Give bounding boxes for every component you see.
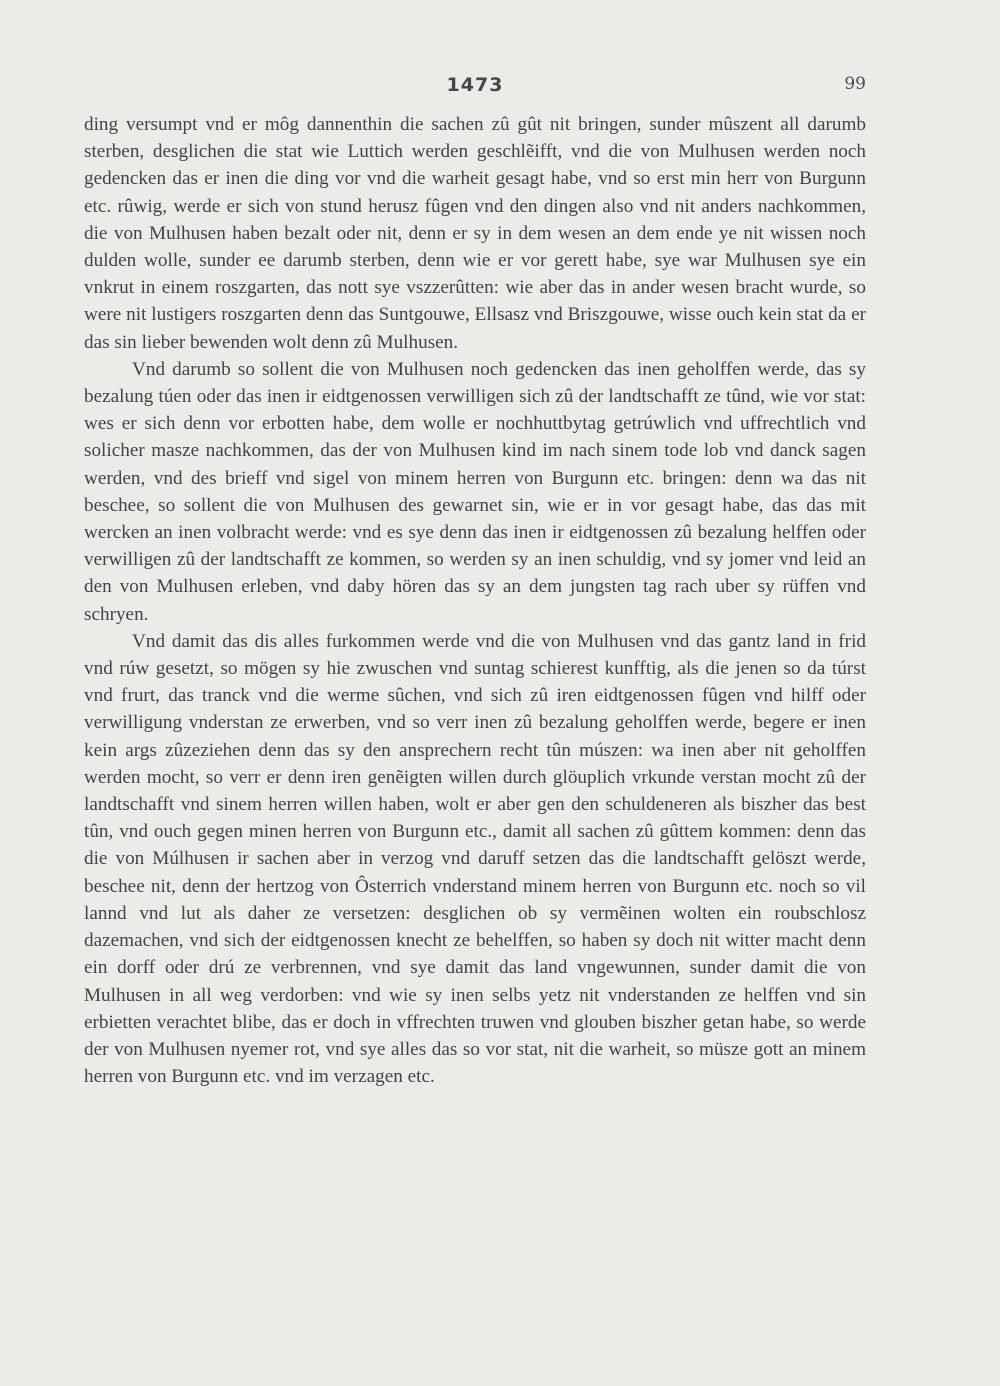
page-number: 99 — [844, 74, 866, 94]
paragraph: ding versumpt vnd er môg dannenthin die sachen zû gût nit bringen, sunder mûszent all darumb sterben, desglichen die stat wie Luttich werden geschlẽifft, vnd die von Mulhusen werden noch gedencken das er inen die ding vor vnd die warheit gesagt habe, vnd so erst min herr von Burgunn etc. rûwig, werde er sich von stund herusz fûgen vnd den dingen also vnd nit anders nachkommen, die von Mulhusen haben bezalt oder nit, denn er sy in dem wesen an dem ende ye nit wissen noch dulden wolle, sunder ee darumb sterben, denn wie er vor gerett habe, sye war Mulhusen sye ein vnkrut in einem roszgarten, das nott sye vszzerûtten: wie aber das in ander wesen bracht wurde, so were nit lustigers roszgarten denn das Suntgouwe, Ellsasz vnd Briszgouwe, wisse ouch kein stat da er das sin lieber bewenden wolt denn zû Mulhusen. — [84, 114, 866, 353]
page-year-heading: 1473 — [446, 74, 504, 96]
paragraph: Vnd darumb so sollent die von Mulhusen noch gedencken das inen geholffen werde, das sy bezalung túen oder das inen ir eidtgenossen verwilligen sich zû der landtschafft ze tûnd, wie vor stat: wes er sich denn vor erbotten habe, dem wolle er nochhuttbytag getrúwlich vnd uffrechtlich vnd solicher masze nachkommen, das der von Mulhusen kind im nach sinem tode lob vnd danck sagen werden, vnd des brieff vnd sigel von minem herren von Burgunn etc. bringen: denn wa das nit beschee, so sollent die von Mulhusen des gewarnet sin, wie er in vor gesagt habe, das das mit wercken an inen volbracht werde: vnd es sye denn das inen ir eidtgenossen zû bezalung helffen oder verwilligen zû der landtschafft ze kommen, so werden sy an inen schuldig, vnd sy jomer vnd leid an den von Mulhusen erleben, vnd daby hören das sy an dem jungsten tag rach uber sy rüffen vnd schryen. — [84, 358, 866, 625]
paragraph: Vnd damit das dis alles furkommen werde vnd die von Mulhusen vnd das gantz land in frid vnd rúw gesetzt, so mögen sy hie zwuschen vnd suntag schierest kunfftig, als die jenen so da túrst vnd frurt, das tranck vnd die werme sûchen, vnd sich zû iren eidtgenossen fûgen vnd hilff oder verwilligung vnderstan ze erwerben, vnd so verr inen zû bezalung geholffen werde, begere er inen kein args zûzeziehen denn das sy den ansprechern recht tûn múszen: wa inen aber nit geholffen werden mocht, so verr er denn iren genẽigten willen durch glöuplich vrkunde verstan mocht zû der landtschafft vnd sinem herren willen haben, wolt er aber gen den schuldeneren als biszher das best tûn, vnd ouch gegen minen herren von Burgunn etc., damit all sachen zû gûttem kommen: denn das die von Múlhusen ir sachen aber in verzog vnd daruff setzen das die landtschafft gelöszt werde, beschee nit, denn der hertzog von Ôsterrich vnderstand minem herren von Burgunn etc. noch so vil lannd vnd lut als daher ze versetzen: desglichen ob sy vermẽinen wolten ein roubschlosz dazemachen, vnd sich der eidtgenossen knecht ze behelffen, so haben sy doch nit witter macht denn ein dorff oder drú ze verbrennen, vnd sye damit das land vngewunnen, sunder damit die von Mulhusen in all weg verdorben: vnd wie sy inen selbs yetz nit vnderstanden ze helffen vnd sin erbietten verachtet blibe, das er doch in vffrechten truwen vnd glouben biszher getan habe, so werde der von Mulhusen nyemer rot, vnd sye alles das so vor stat, nit die warheit, so müsze gott an minem herren von Burgunn etc. vnd im verzagen etc. — [84, 630, 866, 1088]
body-text — [84, 111, 866, 1090]
page-header — [84, 74, 866, 104]
